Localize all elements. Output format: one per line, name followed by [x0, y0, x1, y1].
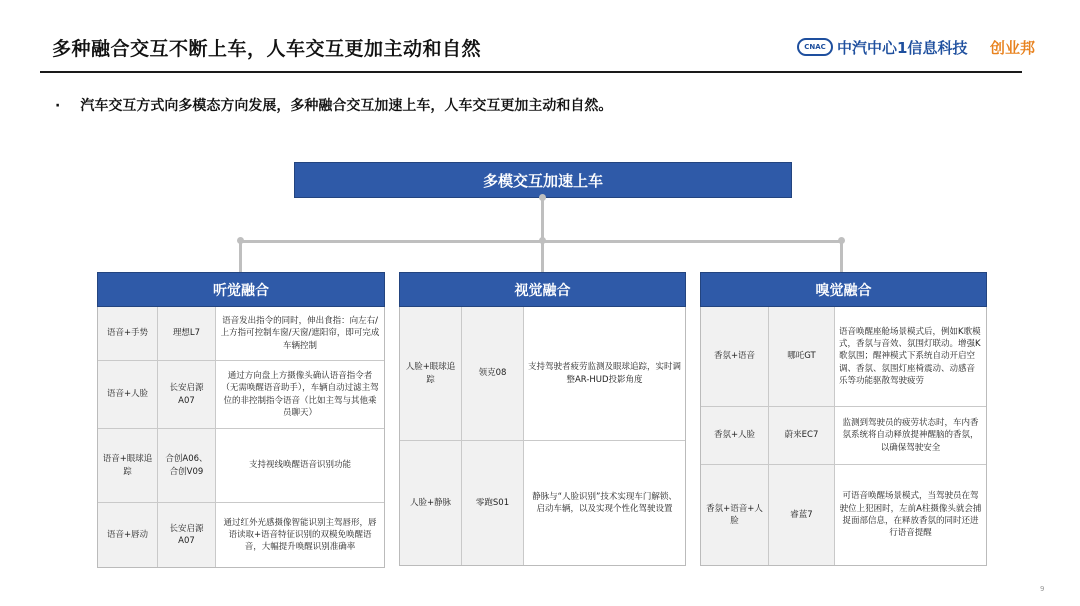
panel-title: 视觉融合: [399, 272, 686, 307]
interaction-mode: 语音+眼球追踪: [98, 429, 158, 503]
connector-middle: [541, 240, 544, 272]
connector-node: [539, 194, 546, 201]
feature-description: 静脉与“人脸识别”技术实现车门解锁、启动车辆，以及实现个性化驾驶设置: [524, 441, 685, 565]
feature-description: 支持视线唤醒语音识别功能: [216, 429, 384, 503]
connector-node: [237, 237, 244, 244]
car-model: 长安启源A07: [158, 361, 216, 429]
connector-node: [539, 237, 546, 244]
connector-right: [840, 240, 843, 272]
connector-vertical-main: [541, 198, 544, 242]
brand-name: 创业邦: [990, 39, 1036, 57]
feature-description: 通过方向盘上方摄像头确认语音指令者（无需唤醒语音助手），车辆自动过滤主驾位的非控制指令语音（比如主驾与其他乘员聊天）: [216, 361, 384, 429]
panel-olfactory: [700, 272, 987, 566]
feature-description: 监测到驾驶员的疲劳状态时，车内香氛系统将自动释放提神醒脑的香氛，以确保驾驶安全: [835, 407, 986, 465]
company-logo: [797, 34, 967, 60]
bullet-text: 汽车交互方式向多模态方向发展，多种融合交互加速上车，人车交互更加主动和自然。: [80, 98, 613, 114]
header-divider: [40, 71, 1022, 73]
interaction-mode: 语音+手势: [98, 307, 158, 361]
panel-title: 嗅觉融合: [700, 272, 987, 307]
feature-description: 可语音唤醒场景模式，当驾驶员在驾驶位上犯困时，左前A柱摄像头就会捕捉面部信息，在释放香氛的同时还进行语音提醒: [835, 465, 986, 565]
panel-title: 听觉融合: [97, 272, 385, 307]
feature-description: 语音唤醒座舱场景模式后，例如K歌模式，香氛与音效、氛围灯联动。增强K歌氛围；醒神模式下系统自动开启空调、香氛、氛围灯座椅震动、动感音乐等功能驱散驾驶疲劳: [835, 307, 986, 407]
panel-table: [700, 307, 987, 566]
car-model: 睿蓝7: [769, 465, 835, 565]
interaction-mode: 人脸+眼球追踪: [400, 307, 462, 441]
page-number: 9: [1040, 585, 1045, 593]
car-model: 理想L7: [158, 307, 216, 361]
car-model: 哪吒GT: [769, 307, 835, 407]
interaction-mode: 香氛+语音: [701, 307, 769, 407]
car-model: 合创A06、合创V09: [158, 429, 216, 503]
cnac-logo-icon: CNAC: [797, 38, 833, 56]
panel-table: [399, 307, 686, 566]
car-model: 零跑S01: [462, 441, 524, 565]
car-model: 蔚来EC7: [769, 407, 835, 465]
interaction-mode: 香氛+语音+人脸: [701, 465, 769, 565]
page-title: 多种融合交互不断上车，人车交互更加主动和自然: [52, 38, 482, 60]
panel-visual: [399, 272, 686, 566]
interaction-mode: 语音+唇动: [98, 503, 158, 567]
bullet-point: [55, 95, 612, 115]
connector-node: [838, 237, 845, 244]
interaction-mode: 语音+人脸: [98, 361, 158, 429]
car-model: 领克08: [462, 307, 524, 441]
connector-left: [239, 240, 242, 272]
panel-table: [97, 307, 385, 568]
interaction-mode: 香氛+人脸: [701, 407, 769, 465]
top-category-box: 多模交互加速上车: [294, 162, 792, 198]
feature-description: 通过红外光感摄像智能识别主驾唇形，唇语读取+语音特征识别的双模免唤醒语音，大幅提升唤醒识别准确率: [216, 503, 384, 567]
feature-description: 语音发出指令的同时，伸出食指：向左右/上方指可控制车窗/天窗/遮阳帘，即可完成车辆控制: [216, 307, 384, 361]
logo-text: 中汽中心1信息科技: [837, 38, 968, 57]
panel-auditory: [97, 272, 385, 568]
interaction-mode: 人脸+静脉: [400, 441, 462, 565]
feature-description: 支持驾驶者疲劳监测及眼球追踪，实时调整AR-HUD投影角度: [524, 307, 685, 441]
car-model: 长安启源A07: [158, 503, 216, 567]
bullet-dot: ·: [55, 98, 61, 114]
